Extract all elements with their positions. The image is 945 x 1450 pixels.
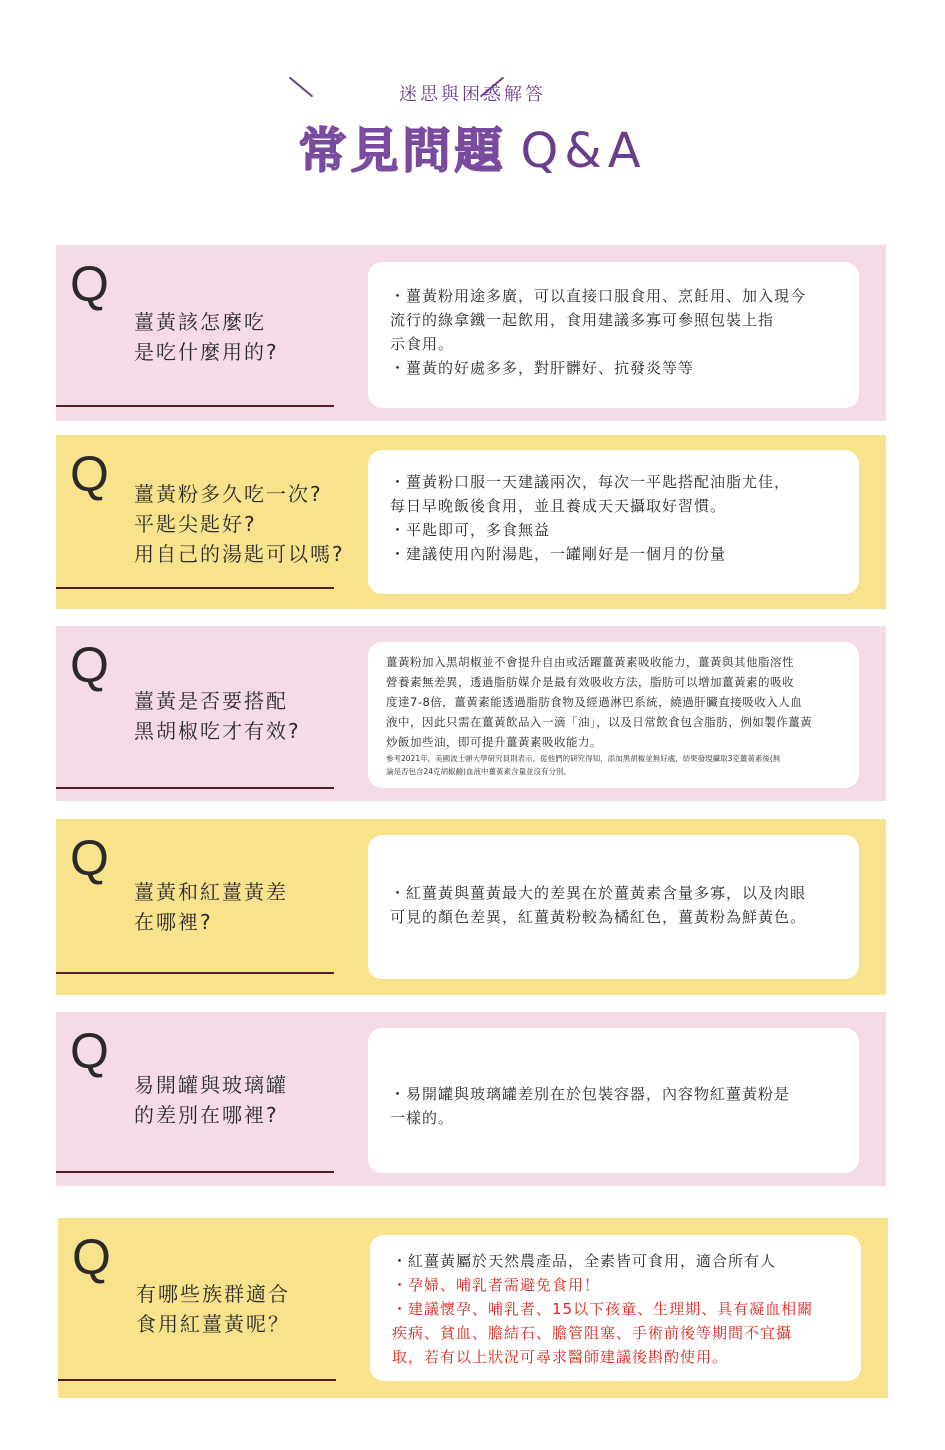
question-line: 用自己的湯匙可以嗎? bbox=[134, 542, 345, 566]
warning-line: 取，若有以上狀況可尋求醫師建議後斟酌使用。 bbox=[392, 1348, 729, 1366]
question-line: 食用紅薑黃呢？ bbox=[136, 1312, 290, 1336]
answer-line: 示食用。 bbox=[390, 335, 455, 353]
faq-question bbox=[136, 1279, 290, 1339]
faq-answer-card bbox=[368, 262, 859, 408]
answer-line: 度達7-8倍，薑黃素能透過脂肪食物及經過淋巴系統，繞過肝臟直接吸收入人血 bbox=[386, 695, 803, 709]
faq-question bbox=[134, 686, 301, 746]
q-marker: Q bbox=[70, 1023, 109, 1079]
faq-answer-card bbox=[370, 1235, 861, 1381]
answer-line: ・紅薑黃與薑黃最大的差異在於薑黃素含量多寡，以及肉眼 bbox=[390, 884, 807, 902]
answer-line: 一樣的。 bbox=[390, 1109, 455, 1127]
question-line: 是吃什麼用的? bbox=[134, 340, 279, 364]
warning-line: 疾病、貧血、膽結石、膽管阻塞、手術前後等期間不宜攝 bbox=[392, 1324, 793, 1342]
faq-answer-card bbox=[368, 450, 859, 594]
answer-line: ・平匙即可，多食無益 bbox=[390, 521, 551, 539]
question-line: 黑胡椒吃才有效? bbox=[134, 719, 301, 743]
subtitle: 迷思與困惑解答 bbox=[399, 84, 546, 105]
q-marker: Q bbox=[70, 637, 109, 693]
question-underline bbox=[56, 787, 334, 789]
question-line: 薑黃是否要搭配 bbox=[134, 689, 288, 713]
page-title bbox=[0, 112, 945, 181]
q-marker: Q bbox=[70, 830, 109, 886]
reference-note: 論是否包含24克胡椒鹼)血液中薑黃素含量並沒有分別。 bbox=[386, 767, 571, 776]
answer-line: 營養素無差異，透過脂肪媒介是最有效吸收方法，脂肪可以增加薑黃素的吸收 bbox=[386, 675, 794, 689]
answer-line: ・易開罐與玻璃罐差別在於包裝容器，內容物紅薑黃粉是 bbox=[390, 1085, 791, 1103]
question-underline bbox=[58, 1379, 336, 1381]
warning-line: ・孕婦、哺乳者需避免食用！ bbox=[392, 1276, 601, 1294]
q-marker: Q bbox=[70, 256, 109, 312]
faq-answer-card bbox=[368, 1028, 859, 1173]
answer-line: 流行的綠拿鐵一起飲用，食用建議多寡可參照包裝上指 bbox=[390, 311, 775, 329]
faq-item-6 bbox=[58, 1218, 888, 1398]
question-line: 平匙尖匙好? bbox=[134, 512, 257, 536]
question-line: 薑黃和紅薑黃差 bbox=[134, 880, 288, 904]
question-line: 有哪些族群適合 bbox=[136, 1282, 290, 1306]
faq-item-5 bbox=[56, 1012, 886, 1186]
answer-line: 炒飯加些油，即可提升薑黃素吸收能力。 bbox=[386, 735, 602, 749]
faq-question bbox=[134, 877, 288, 937]
question-underline bbox=[56, 405, 334, 407]
faq-answer-card bbox=[368, 835, 859, 979]
faq-question bbox=[134, 307, 279, 367]
question-line: 的差別在哪裡? bbox=[134, 1103, 279, 1127]
faq-question bbox=[134, 479, 345, 569]
question-line: 在哪裡? bbox=[134, 910, 213, 934]
faq-item-4 bbox=[56, 819, 886, 995]
answer-line: ・薑黃粉口服一天建議兩次，每次一平匙搭配油脂尤佳， bbox=[390, 473, 791, 491]
question-underline bbox=[56, 972, 334, 974]
title-cjk: 常見問題 bbox=[298, 123, 507, 179]
faq-item-1 bbox=[56, 245, 886, 421]
question-underline bbox=[56, 587, 334, 589]
faq-item-3 bbox=[56, 626, 886, 801]
answer-line: ・薑黃的好處多多，對肝髒好、抗發炎等等 bbox=[390, 359, 695, 377]
warning-line: ・建議懷孕、哺乳者、15以下孩童、生理期、具有凝血相關 bbox=[392, 1300, 814, 1318]
q-marker: Q bbox=[70, 446, 109, 502]
question-underline bbox=[56, 1171, 334, 1173]
answer-line: ・薑黃粉用途多廣，可以直接口服食用、烹飪用、加入現今 bbox=[390, 287, 807, 305]
page-header bbox=[0, 0, 945, 230]
question-line: 薑黃粉多久吃一次? bbox=[134, 482, 323, 506]
answer-line: ・建議使用內附湯匙，一罐剛好是一個月的份量 bbox=[390, 545, 727, 563]
faq-item-2 bbox=[56, 435, 886, 609]
answer-line: 每日早晚飯後食用，並且養成天天攝取好習慣。 bbox=[390, 497, 727, 515]
question-line: 薑黃該怎麼吃 bbox=[134, 310, 266, 334]
answer-line: 可見的顏色差異，紅薑黃粉較為橘紅色，薑黃粉為鮮黃色。 bbox=[390, 908, 807, 926]
question-line: 易開罐與玻璃罐 bbox=[134, 1073, 288, 1097]
answer-line: 薑黃粉加入黑胡椒並不會提升自由或活躍薑黃素吸收能力，薑黃與其他脂溶性 bbox=[386, 655, 794, 669]
q-marker: Q bbox=[72, 1229, 111, 1285]
answer-line: ・紅薑黃屬於天然農產品，全素皆可食用，適合所有人 bbox=[392, 1252, 777, 1270]
faq-question bbox=[134, 1070, 288, 1130]
title-qa: Q&A bbox=[520, 123, 647, 179]
faq-answer-card bbox=[368, 642, 859, 788]
answer-line: 液中，因此只需在薑黃飲品入一滴「油」，以及日常飲食包含脂肪，例如製作薑黃 bbox=[386, 715, 813, 729]
reference-note: 參考2021年，美國波士頓大學研究員則表示，從他們的研究得知，添加黑胡椒並無好處，結果發現攝取3克薑黃素後(無 bbox=[386, 754, 781, 763]
